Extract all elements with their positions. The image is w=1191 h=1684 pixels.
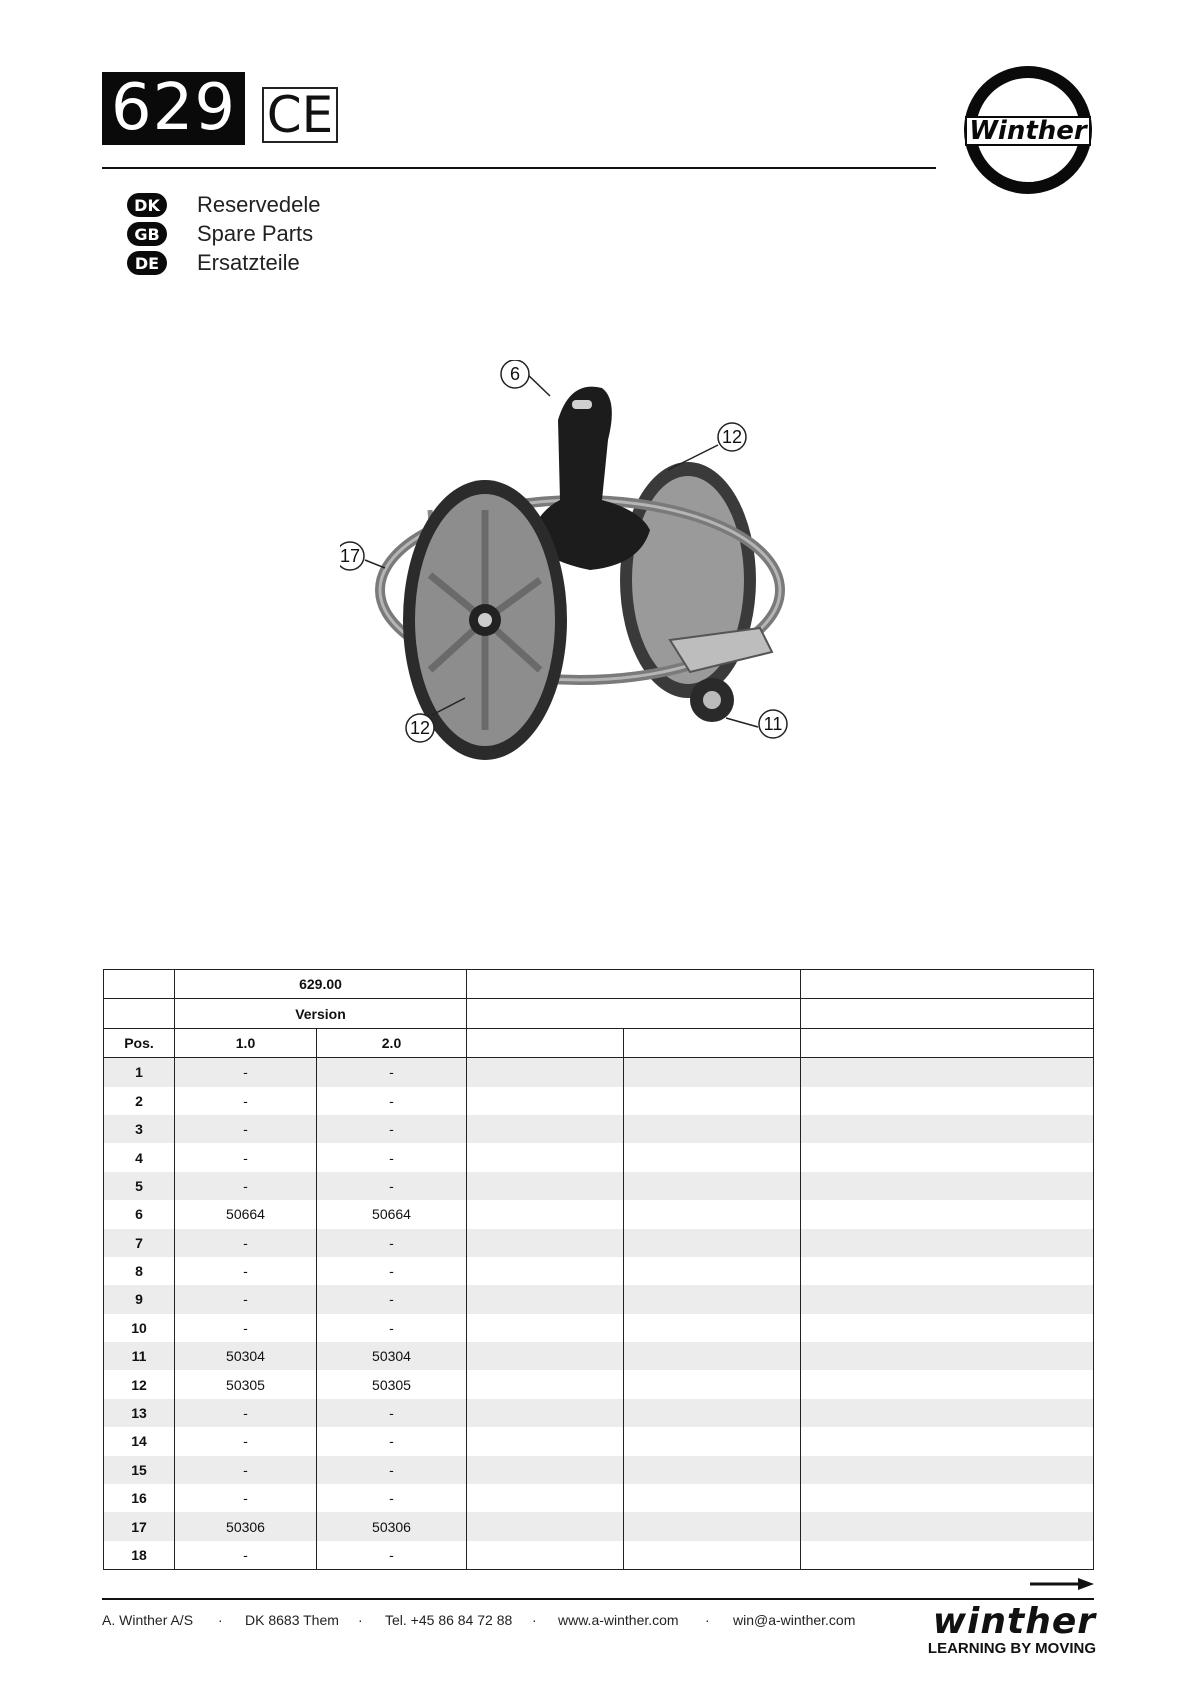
pos-label: Pos.	[104, 1028, 175, 1057]
empty-cell	[467, 1456, 624, 1484]
empty-cell	[624, 1257, 801, 1285]
product-illustration	[340, 360, 900, 820]
table-row	[104, 1456, 1094, 1484]
version-2-cell: 50305	[317, 1370, 467, 1398]
empty-cell	[801, 1143, 1094, 1171]
header-divider	[102, 167, 936, 169]
empty-cell	[801, 1257, 1094, 1285]
empty-cell	[801, 1314, 1094, 1342]
empty-cell	[467, 1143, 624, 1171]
pos-cell: 18	[104, 1541, 175, 1570]
empty-cell	[624, 1172, 801, 1200]
empty-cell	[624, 1484, 801, 1512]
model-header: 629.00	[175, 970, 467, 999]
version-2-cell: -	[317, 1541, 467, 1570]
empty-cell	[467, 1285, 624, 1313]
language-row-dk	[127, 191, 321, 219]
version-1-cell: -	[175, 1087, 317, 1115]
empty-cell	[467, 1541, 624, 1570]
footer-separator: ·	[358, 1612, 363, 1628]
footer-website[interactable]: www.a-winther.com	[558, 1612, 679, 1628]
svg-text:12: 12	[409, 718, 431, 738]
pos-cell: 5	[104, 1172, 175, 1200]
pos-cell: 4	[104, 1143, 175, 1171]
version-2-cell: -	[317, 1058, 467, 1087]
empty-cell	[801, 1115, 1094, 1143]
svg-text:17: 17	[340, 546, 361, 566]
empty-cell	[624, 1456, 801, 1484]
empty-cell	[467, 1115, 624, 1143]
footer-separator: ·	[532, 1612, 537, 1628]
footer-phone: Tel. +45 86 84 72 88	[385, 1612, 513, 1628]
version-2-cell: 50664	[317, 1200, 467, 1228]
version-1-cell: -	[175, 1229, 317, 1257]
empty-cell	[801, 1399, 1094, 1427]
empty-cell	[801, 1456, 1094, 1484]
empty-cell	[624, 1058, 801, 1087]
pos-cell: 6	[104, 1200, 175, 1228]
version-1-cell: -	[175, 1456, 317, 1484]
svg-text:6: 6	[509, 364, 521, 384]
table-row	[104, 1342, 1094, 1370]
pos-cell: 16	[104, 1484, 175, 1512]
pos-cell: 11	[104, 1342, 175, 1370]
version-1-cell: 50305	[175, 1370, 317, 1398]
pos-cell: 10	[104, 1314, 175, 1342]
version-2-cell: -	[317, 1484, 467, 1512]
empty-cell	[467, 1484, 624, 1512]
pos-cell: 9	[104, 1285, 175, 1313]
version-1-label: 1.0	[175, 1028, 317, 1057]
spare-parts-table	[103, 969, 1094, 1570]
footer-separator: ·	[705, 1612, 710, 1628]
version-1-cell: -	[175, 1115, 317, 1143]
table-row	[104, 1541, 1094, 1570]
version-2-cell: -	[317, 1314, 467, 1342]
empty-cell	[467, 1257, 624, 1285]
model-number: 629	[102, 72, 245, 145]
empty-cell	[624, 1427, 801, 1455]
language-row-gb	[127, 220, 313, 248]
empty-cell	[624, 1314, 801, 1342]
svg-text:11: 11	[763, 714, 783, 734]
version-1-cell: 50664	[175, 1200, 317, 1228]
empty-cell	[467, 1399, 624, 1427]
version-2-cell: -	[317, 1229, 467, 1257]
empty-cell	[467, 1172, 624, 1200]
table-row	[104, 1172, 1094, 1200]
table-row	[104, 1512, 1094, 1540]
version-1-cell: 50304	[175, 1342, 317, 1370]
empty-cell	[801, 1058, 1094, 1087]
table-header-model-row	[104, 970, 1094, 999]
footer-company: A. Winther A/S	[102, 1612, 194, 1628]
footer-divider	[102, 1598, 1094, 1600]
empty-cell	[801, 1229, 1094, 1257]
empty-cell	[801, 1087, 1094, 1115]
pos-cell: 3	[104, 1115, 175, 1143]
empty-cell	[801, 1200, 1094, 1228]
version-2-cell: 50304	[317, 1342, 467, 1370]
version-1-cell: -	[175, 1427, 317, 1455]
pos-cell: 15	[104, 1456, 175, 1484]
version-1-cell: -	[175, 1058, 317, 1087]
empty-cell	[624, 1143, 801, 1171]
empty-cell	[624, 1115, 801, 1143]
version-2-cell: -	[317, 1456, 467, 1484]
version-1-cell: -	[175, 1484, 317, 1512]
table-row	[104, 1143, 1094, 1171]
pos-cell: 8	[104, 1257, 175, 1285]
logo-brand: Winther	[969, 116, 1087, 146]
language-label: Spare Parts	[197, 221, 314, 246]
footer-brand: winther	[932, 1601, 1096, 1642]
logo-top-text: ORIGINAL	[993, 77, 1063, 100]
empty-cell	[801, 1427, 1094, 1455]
pos-cell: 14	[104, 1427, 175, 1455]
table-header-columns-row	[104, 1028, 1094, 1057]
pos-cell: 17	[104, 1512, 175, 1540]
footer-email[interactable]: win@a-winther.com	[733, 1612, 856, 1628]
version-2-cell: -	[317, 1399, 467, 1427]
table-header-version-row	[104, 999, 1094, 1028]
footer-separator: ·	[218, 1612, 223, 1628]
empty-cell	[624, 1541, 801, 1570]
empty-cell	[467, 1314, 624, 1342]
empty-cell	[467, 1342, 624, 1370]
table-row	[104, 1087, 1094, 1115]
logo-bottom-text: DANISH DESIGN	[986, 157, 1070, 186]
table-row	[104, 1115, 1094, 1143]
empty-cell	[801, 1172, 1094, 1200]
empty-cell	[801, 1541, 1094, 1570]
empty-cell	[467, 1200, 624, 1228]
empty-cell	[624, 1087, 801, 1115]
pos-cell: 2	[104, 1087, 175, 1115]
version-2-cell: -	[317, 1427, 467, 1455]
callout-11	[759, 710, 787, 738]
table-row	[104, 1257, 1094, 1285]
table-row	[104, 1285, 1094, 1313]
empty-cell	[467, 1058, 624, 1087]
next-page-arrow-icon	[1030, 1576, 1094, 1592]
svg-text:12: 12	[721, 427, 743, 447]
empty-cell	[801, 1342, 1094, 1370]
pos-cell: 13	[104, 1399, 175, 1427]
version-2-cell: -	[317, 1143, 467, 1171]
table-row	[104, 1314, 1094, 1342]
language-badge: DE	[127, 251, 167, 275]
empty-cell	[801, 1484, 1094, 1512]
version-1-cell: -	[175, 1314, 317, 1342]
empty-cell	[624, 1285, 801, 1313]
empty-cell	[624, 1370, 801, 1398]
version-1-cell: -	[175, 1172, 317, 1200]
version-1-cell: 50306	[175, 1512, 317, 1540]
empty-cell	[801, 1370, 1094, 1398]
winther-original-logo	[962, 64, 1094, 196]
empty-cell	[624, 1229, 801, 1257]
pos-cell: 7	[104, 1229, 175, 1257]
empty-cell	[801, 1285, 1094, 1313]
version-2-label: 2.0	[317, 1028, 467, 1057]
ce-mark: CE	[262, 87, 338, 143]
version-2-cell: -	[317, 1087, 467, 1115]
version-1-cell: -	[175, 1285, 317, 1313]
empty-cell	[467, 1087, 624, 1115]
table-row	[104, 1200, 1094, 1228]
version-2-cell: -	[317, 1285, 467, 1313]
version-2-cell: -	[317, 1115, 467, 1143]
pos-cell: 12	[104, 1370, 175, 1398]
version-2-cell: -	[317, 1257, 467, 1285]
callout-12-rear	[718, 423, 746, 451]
empty-cell	[624, 1399, 801, 1427]
pos-cell: 1	[104, 1058, 175, 1087]
empty-cell	[467, 1229, 624, 1257]
empty-cell	[467, 1512, 624, 1540]
version-1-cell: -	[175, 1257, 317, 1285]
version-1-cell: -	[175, 1143, 317, 1171]
language-badge: DK	[127, 193, 167, 217]
empty-cell	[624, 1342, 801, 1370]
empty-cell	[624, 1200, 801, 1228]
footer-address: DK 8683 Them	[245, 1612, 339, 1628]
version-label: Version	[175, 999, 467, 1028]
version-2-cell: 50306	[317, 1512, 467, 1540]
language-label: Ersatzteile	[197, 250, 300, 275]
table-row	[104, 1484, 1094, 1512]
language-row-de	[127, 249, 300, 277]
table-row	[104, 1427, 1094, 1455]
table-row	[104, 1058, 1094, 1087]
version-1-cell: -	[175, 1399, 317, 1427]
version-2-cell: -	[317, 1172, 467, 1200]
callout-12-front	[406, 714, 434, 742]
empty-cell	[467, 1370, 624, 1398]
empty-cell	[624, 1512, 801, 1540]
table-row	[104, 1229, 1094, 1257]
table-row	[104, 1399, 1094, 1427]
callout-6	[501, 360, 529, 388]
empty-cell	[801, 1512, 1094, 1540]
callout-17	[340, 542, 364, 570]
footer-tagline: LEARNING BY MOVING	[927, 1640, 1096, 1657]
language-label: Reservedele	[197, 192, 321, 217]
empty-cell	[467, 1427, 624, 1455]
version-1-cell: -	[175, 1541, 317, 1570]
table-row	[104, 1370, 1094, 1398]
language-badge: GB	[127, 222, 167, 246]
